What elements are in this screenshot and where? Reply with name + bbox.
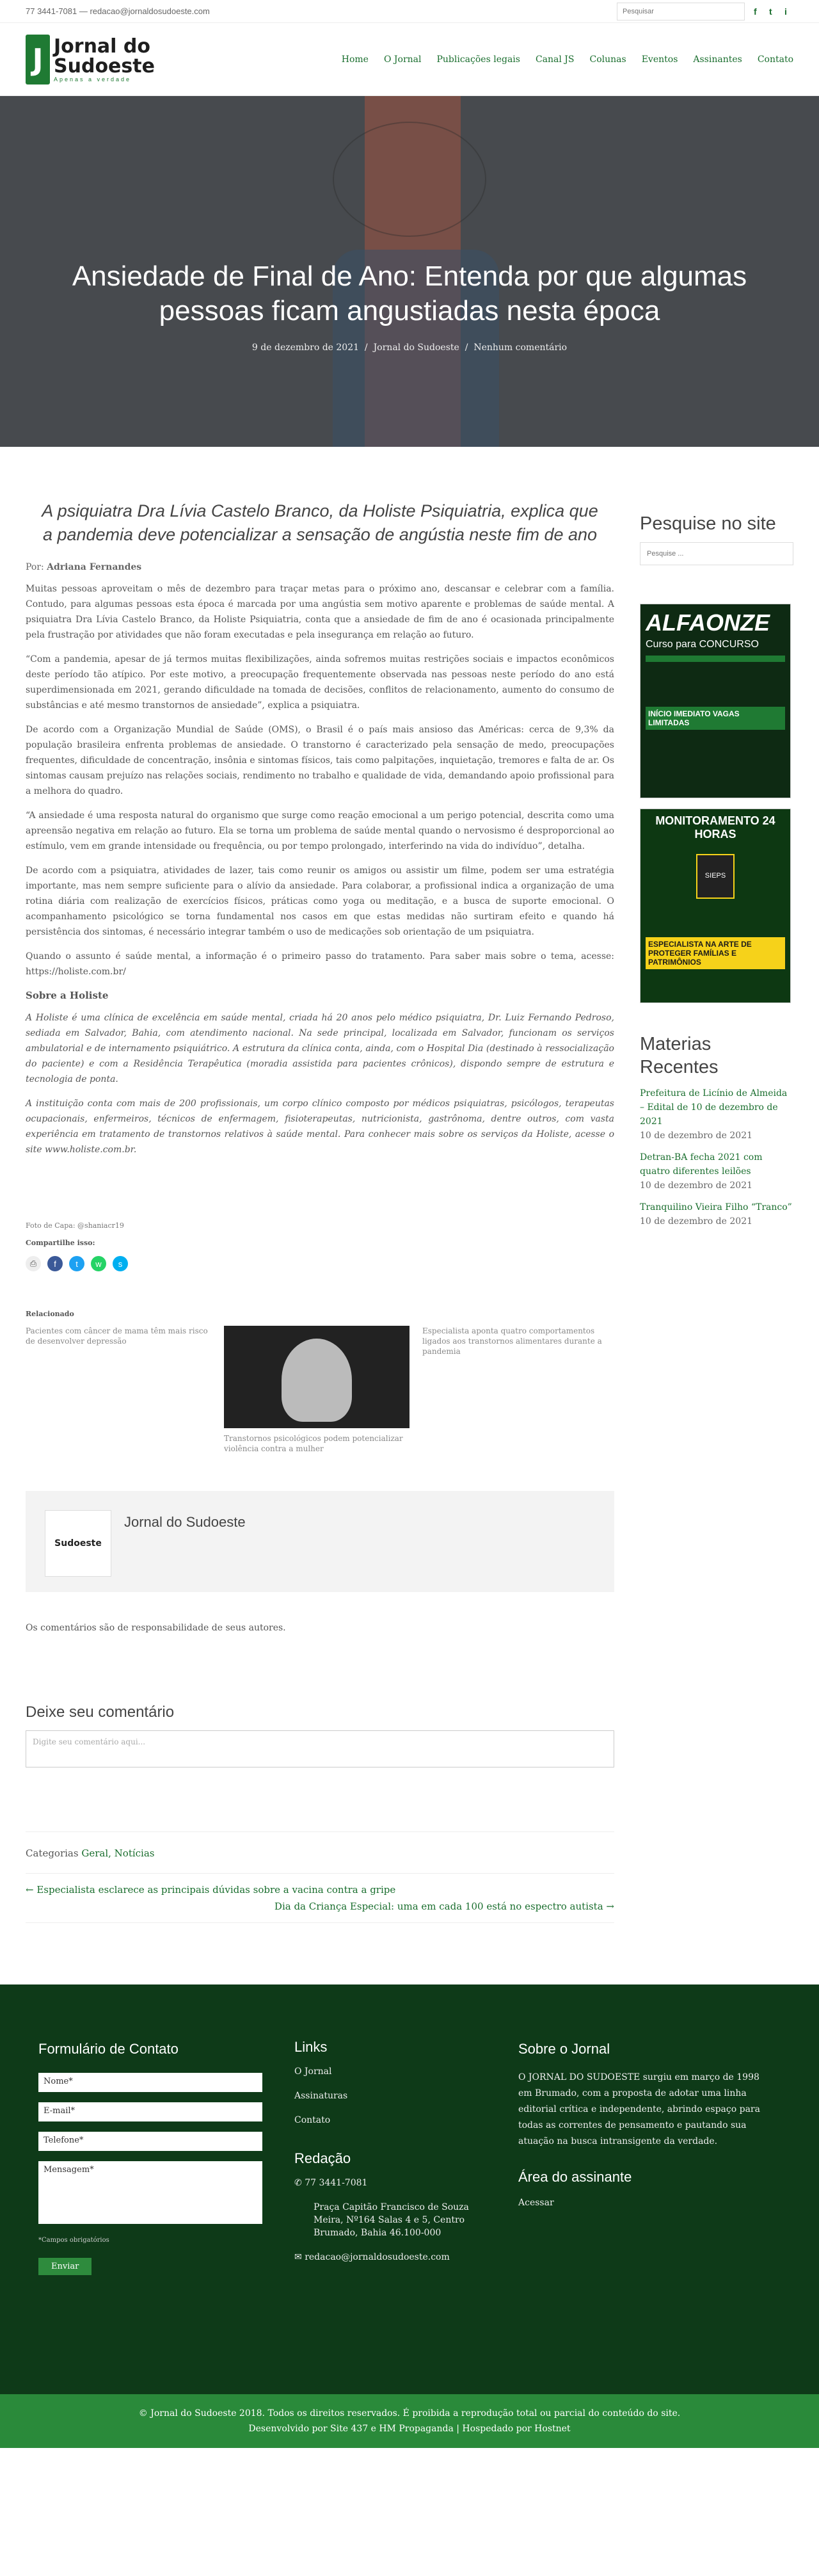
access-link[interactable]: Acessar xyxy=(518,2198,554,2208)
nav-colunas[interactable]: Colunas xyxy=(589,54,626,65)
paragraph: A Holiste é uma clínica de excelência em saúde mental, criada há 20 anos pelo médico psiquiatra, Dr. Luiz Fernando Pedroso, sediada em Salvador, Bahia, com atendimento nacional. Na sede principal, localizada em Salvador, funcionam os serviços ambulatorial e de internamento psiquiátrico. A estrutura da clínica conta, ainda, com o Hospital Dia (destinado à ressocialização do paciente) e com a Residência Terapêutica (moradia assistida para pacientes crônicos), dispondo sempre de estrutura e tecnologia de ponta. xyxy=(26,1013,614,1084)
email-value[interactable]: redacao@jornaldosudoeste.com xyxy=(305,2252,450,2262)
email-field[interactable]: E-mail* xyxy=(38,2102,262,2121)
sidebar-search-input[interactable] xyxy=(640,542,793,565)
phone-value: 77 3441-7081 xyxy=(305,2178,368,2188)
recent-title: Materias Recentes xyxy=(640,1034,719,1077)
recent-posts xyxy=(640,1033,793,1228)
recent-link[interactable]: Prefeitura de Licínio de Almeida – Edital de 10 de dezembro de 2021 xyxy=(640,1088,788,1127)
ad2-title: MONITORAMENTO 24 HORAS xyxy=(655,814,775,841)
post-date[interactable]: 9 de dezembro de 2021 xyxy=(251,342,360,353)
site-header xyxy=(0,23,819,96)
print-icon[interactable]: ⎙ xyxy=(26,1256,41,1271)
comment-note: Os comentários são de responsabilidade de seus autores. xyxy=(26,1623,286,1633)
page-title: Ansiedade de Final de Ano: Entenda por que algumas pessoas ficam angustiadas nesta época xyxy=(72,261,747,326)
facebook-icon[interactable]: f xyxy=(754,6,757,17)
top-contact: 77 3441-7081 — redacao@jornaldosudoeste.com xyxy=(26,6,210,16)
phone-field[interactable]: Telefone* xyxy=(38,2132,262,2151)
paragraph: De acordo com a Organização Mundial de Saúde (OMS), o Brasil é o país mais ansioso das Américas: cerca de 9,3% da população brasileira enfrenta problemas de ansiedade. O transtorno é caracterizado pela sensação de medo, preocupações frequentes, dificuldade de concentração, insônia e sintomas físicos, tais como palpitações, inquietação, tremores e falta de ar. Os sintomas causam prejuízo nas relações sociais, rendimento no trabalho e qualidade de vida, demandando apoio profissional para a melhora do quadro. xyxy=(26,725,614,796)
about-text: O JORNAL DO SUDOESTE surgiu em março de 1998 em Brumado, com a proposta de adotar uma linha editorial crítica e independente, abrindo espaço para todas as correntes de pensamento e pautando sua atuação na busca intransigente da verdade. xyxy=(518,2072,760,2146)
author-avatar: Sudoeste xyxy=(45,1510,111,1577)
related-item[interactable]: Especialista aponta quatro comportamentos ligados aos transtornos alimentares durante a pandemia xyxy=(422,1326,602,1356)
related-item[interactable] xyxy=(224,1326,410,1454)
byline-label: Por: xyxy=(26,562,44,572)
ad2-badge: SIEPS xyxy=(696,854,735,899)
footer-about xyxy=(518,2041,774,2394)
paragraph: Quando o assunto é saúde mental, a informação é o primeiro passo do tratamento. Para saber mais sobre o tema, acesse: https://holiste.com.br/ xyxy=(26,951,614,977)
share-label: Compartilhe isso: xyxy=(26,1239,95,1247)
required-note: *Campos obrigatórios xyxy=(38,2237,109,2244)
footer-links xyxy=(294,2041,486,2394)
paragraph: “Com a pandemia, apesar de já termos muitas flexibilizações, ainda sofremos muitas restrições sociais e impactos econômicos deste período tão atípico. Por este motivo, a preocupação frequentemente observada nas pessoas neste período do ano está superdimensionada em 2021, gerando dificuldade na tomada de decisões, conflitos de relacionamento, aumento do consumo de substâncias e até mesmo transtornos de ansiedade”, explica a psiquiatra. xyxy=(26,654,614,711)
related-image xyxy=(224,1326,410,1428)
related-label: Relacionado xyxy=(26,1310,74,1318)
nav-eventos[interactable]: Eventos xyxy=(641,54,678,65)
sidebar xyxy=(640,447,793,1923)
paragraph: “A ansiedade é uma resposta natural do organismo que surge como reação emocional a um perigo potencial, descrita como uma apreensão negativa em relação ao futuro. Ela se torna um problema de saúde mental quando o nervosismo é desproporcional ao estímulo, vem em grande intensidade ou frequência, ou por tempo prolongado, interferindo na vida do indivíduo”, detalha. xyxy=(26,810,614,851)
recent-date: 10 de dezembro de 2021 xyxy=(640,1216,753,1227)
ad-line: Curso para CONCURSO xyxy=(646,639,759,650)
instagram-icon[interactable]: i xyxy=(784,6,787,17)
site-logo[interactable] xyxy=(26,35,155,85)
skype-share-icon[interactable]: s xyxy=(113,1256,128,1271)
paragraph: De acordo com a psiquiatra, atividades de lazer, tais como reunir os amigos ou assistir um filme, podem ser uma estratégia importante, mas nem sempre suficiente para o alívio da ansiedade. Para colaborar, a profissional indica a organização de uma rotina diária com realização de exercícios físicos, práticas como yoga ou meditação, e a busca de suporte emocional. O acompanhamento psicológico se torna fundamental nos casos em que estas medidas não surtiram efeito e quando há persistência dos sintomas, é necessário integrar também o uso de medicações sob orientação de um psiquiatra. xyxy=(26,865,614,937)
redacao-title: Redação xyxy=(294,2150,351,2166)
about-holiste-heading: Sobre a Holiste xyxy=(26,990,109,1001)
leave-comment-heading: Deixe seu comentário xyxy=(26,1703,175,1721)
byline-author: Adriana Fernandes xyxy=(47,562,142,572)
credits[interactable]: Desenvolvido por Site 437 e HM Propaganda | Hospedado por Hostnet xyxy=(248,2424,571,2434)
links-title: Links xyxy=(294,2039,328,2055)
post-author[interactable]: Jornal do Sudoeste xyxy=(373,342,459,353)
author-name[interactable]: Jornal do Sudoeste xyxy=(124,1514,246,1530)
share-buttons xyxy=(26,1256,614,1271)
nav-publicacoes[interactable]: Publicações legais xyxy=(436,54,520,65)
categories-label: Categorias xyxy=(26,1847,79,1859)
recent-date: 10 de dezembro de 2021 xyxy=(640,1131,753,1141)
site-footer xyxy=(0,1984,819,2394)
post-comments[interactable]: Nenhum comentário xyxy=(473,342,568,353)
ad2-tag: ESPECIALISTA NA ARTE DE PROTEGER FAMÍLIAS E PATRIMÔNIOS xyxy=(646,937,785,969)
footer-phone: ✆ 77 3441-7081 xyxy=(294,2178,368,2188)
copyright-bar xyxy=(0,2394,819,2448)
recent-date: 10 de dezembro de 2021 xyxy=(640,1180,753,1191)
ad-tag: INÍCIO IMEDIATO VAGAS LIMITADAS xyxy=(646,707,785,730)
categories-links[interactable]: Geral, Notícias xyxy=(81,1847,155,1859)
ad-sieps[interactable] xyxy=(640,809,791,1003)
ad-alfaonze[interactable] xyxy=(640,604,791,798)
nav-canal-js[interactable]: Canal JS xyxy=(535,54,575,65)
article xyxy=(26,447,614,1923)
contact-form-title: Formulário de Contato xyxy=(38,2041,179,2057)
whatsapp-share-icon[interactable]: w xyxy=(91,1256,106,1271)
logo-mark: J xyxy=(26,35,50,85)
article-lead: A psiquiatra Dra Lívia Castelo Branco, da Holiste Psiquiatria, explica que a pandemia deve potencializar a sensação de angústia neste fim de ano xyxy=(42,501,598,544)
logo-name-line1: Jornal do xyxy=(54,35,150,58)
paragraph: A instituição conta com mais de 200 profissionais, um corpo clínico composto por médicos psiquiatras, psicólogos, terapeutas ocupacionais, enfermeiros, técnicos de enfermagem, fisioterapeutas, nutricionista, gastrônoma, dentre outros, com vasta experiência em tratamento de transtornos relativos à saúde mental. Para conhecer mais sobre os serviços da Holiste, acesse o site www.holiste.com.br. xyxy=(26,1099,614,1155)
footer-link[interactable]: Assinaturas xyxy=(294,2091,348,2101)
prev-post-link[interactable]: ← Especialista esclarece as principais dúvidas sobre a vacina contra a gripe xyxy=(26,1884,396,1896)
top-search-input[interactable] xyxy=(617,3,745,20)
logo-name-line2: Sudoeste xyxy=(54,54,155,77)
footer-email: ✉ redacao@jornaldosudoeste.com xyxy=(294,2252,450,2262)
photo-credit: Foto de Capa: @shaniacr19 xyxy=(26,1221,124,1230)
twitter-icon[interactable]: t xyxy=(769,6,772,17)
nav-home[interactable]: Home xyxy=(341,54,369,65)
footer-address: Praça Capitão Francisco de Souza Meira, Nº164 Salas 4 e 5, Centro Brumado, Bahia 46.100-000 xyxy=(314,2202,469,2238)
area-title: Área do assinante xyxy=(518,2169,632,2185)
message-field[interactable]: Mensagem* xyxy=(38,2161,262,2224)
top-bar xyxy=(0,0,819,23)
sidebar-search-title: Pesquise no site xyxy=(640,513,776,534)
byline xyxy=(26,562,614,572)
paragraph: Muitas pessoas aproveitam o mês de dezembro para traçar metas para o próximo ano, descansar e celebrar com a família. Contudo, para algumas pessoas esta época é marcada por uma angústia sem motivo aparente e problemas de saúde mental. A psiquiatra Dra Lívia Castelo Branco, da Holiste Psiquiatria, conta que a ansiedade de fim de ano é ocasionada principalmente pela frustração por atividades que não foram executadas e pela insegurança em relação ao futuro. xyxy=(26,584,614,640)
logo-tagline: Apenas a verdade xyxy=(54,76,132,83)
post-meta: 9 de dezembro de 2021 / Jornal do Sudoeste / Nenhum comentário xyxy=(251,342,568,353)
facebook-share-icon[interactable]: f xyxy=(47,1256,63,1271)
categories xyxy=(26,1831,614,1859)
comment-textarea[interactable]: Digite seu comentário aqui... xyxy=(26,1730,614,1767)
main-nav xyxy=(342,54,793,65)
footer-link[interactable]: O Jornal xyxy=(294,2066,332,2077)
related-title: Transtornos psicológicos podem potencializar violência contra a mulher xyxy=(224,1434,403,1453)
post-navigation xyxy=(26,1873,614,1923)
copyright: © Jornal do Sudoeste 2018. Todos os direitos reservados. É proibida a reprodução total ou parcial do conteúdo do site. xyxy=(138,2408,681,2419)
next-post-link[interactable]: Dia da Criança Especial: uma em cada 100 está no espectro autista → xyxy=(274,1901,614,1912)
footer-link[interactable]: Contato xyxy=(294,2115,331,2125)
twitter-share-icon[interactable]: t xyxy=(69,1256,84,1271)
about-title: Sobre o Jornal xyxy=(518,2041,610,2057)
name-field[interactable]: Nome* xyxy=(38,2073,262,2092)
article-body xyxy=(26,581,614,1157)
ad-brand: ALFAONZE xyxy=(646,609,770,636)
recent-link[interactable]: Detran-BA fecha 2021 com quatro diferentes leilões xyxy=(640,1152,763,1177)
author-box xyxy=(26,1491,614,1592)
contact-form xyxy=(38,2041,262,2394)
nav-o-jornal[interactable]: O Jornal xyxy=(383,54,422,65)
related-posts xyxy=(26,1326,614,1454)
related-item[interactable]: Pacientes com câncer de mama têm mais risco de desenvolver depressão xyxy=(26,1326,208,1346)
send-button[interactable]: Enviar xyxy=(38,2258,91,2275)
hero-banner xyxy=(0,96,819,447)
recent-link[interactable]: Tranquilino Vieira Filho “Tranco” xyxy=(640,1202,792,1212)
nav-assinantes[interactable]: Assinantes xyxy=(693,54,742,65)
nav-contato[interactable]: Contato xyxy=(757,54,793,65)
